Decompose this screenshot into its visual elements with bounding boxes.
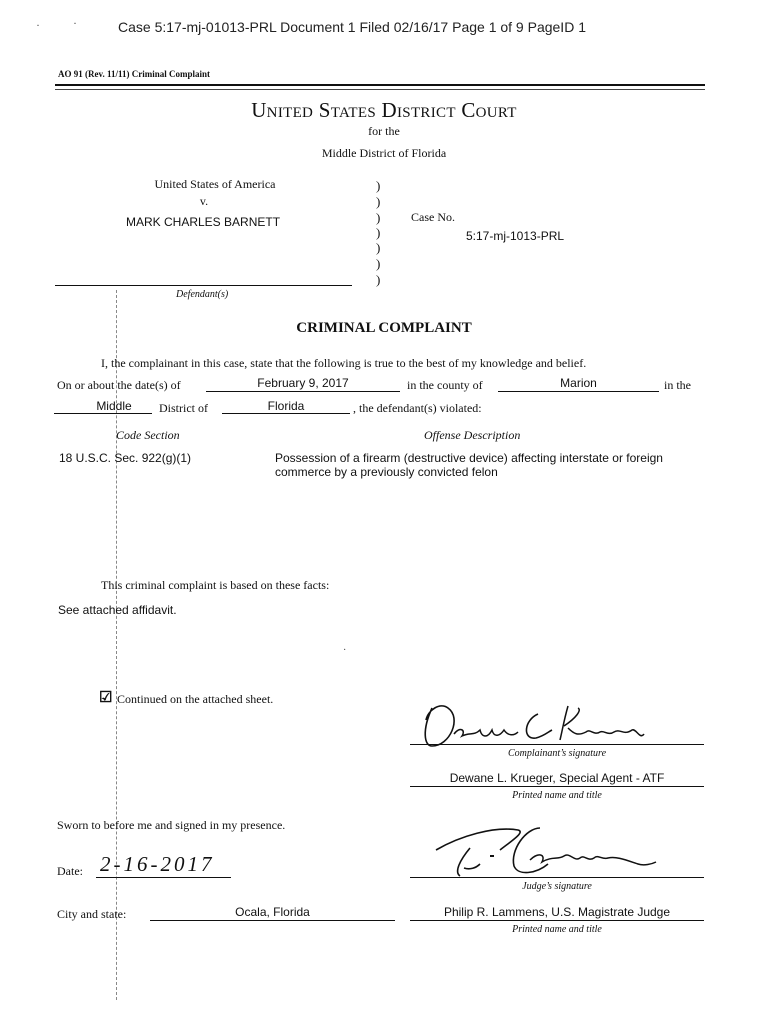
in-the-label: in the bbox=[664, 378, 691, 392]
offense-description-line: commerce by a previously convicted felon bbox=[275, 465, 498, 479]
defendant-line bbox=[55, 285, 352, 286]
on-or-about-label: On or about the date(s) of bbox=[57, 378, 181, 392]
district-line bbox=[54, 413, 152, 414]
state-value: Florida bbox=[267, 399, 305, 413]
judge-signature bbox=[430, 820, 660, 880]
city-state-label: City and state: bbox=[57, 907, 127, 921]
versus: v. bbox=[199, 194, 209, 208]
statement-intro: I, the complainant in this case, state that the following is true to the best of my knowledge and belief. bbox=[101, 356, 587, 370]
complainant-name-line bbox=[410, 786, 704, 787]
judge-printed-caption: Printed name and title bbox=[512, 924, 602, 935]
date-signature-line bbox=[96, 877, 231, 878]
state-line bbox=[222, 413, 350, 414]
scan-speck: · bbox=[73, 16, 77, 30]
caption-paren: ) bbox=[376, 210, 381, 225]
caption-paren: ) bbox=[376, 256, 381, 271]
filing-stamp: Case 5:17-mj-01013-PRL Document 1 Filed 02/16/17 Page 1 of 9 PageID 1 bbox=[118, 19, 586, 35]
date-line bbox=[206, 391, 400, 392]
scan-speck: · bbox=[343, 645, 347, 656]
facts-intro: This criminal complaint is based on these facts: bbox=[101, 578, 330, 592]
scan-fold-line bbox=[116, 290, 117, 1000]
scan-speck: · bbox=[36, 18, 40, 32]
case-no: 5:17-mj-1013-PRL bbox=[466, 229, 565, 243]
complainant-signature-caption: Complainant’s signature bbox=[507, 748, 607, 759]
court-district: Middle District of Florida bbox=[321, 146, 447, 160]
city-state-value: Ocala, Florida bbox=[235, 905, 310, 919]
city-state-line bbox=[150, 920, 395, 921]
caption-paren: ) bbox=[376, 178, 381, 193]
complainant-signature bbox=[418, 700, 658, 750]
county-value: Marion bbox=[560, 376, 597, 390]
district-of-label: District of bbox=[159, 401, 208, 415]
continued-checkbox[interactable]: ☑ bbox=[99, 690, 113, 706]
complainant-signature-line bbox=[410, 744, 704, 745]
county-line bbox=[498, 391, 659, 392]
violated-label: , the defendant(s) violated: bbox=[353, 401, 482, 415]
plaintiff-name: United States of America bbox=[154, 177, 276, 191]
facts-text: See attached affidavit. bbox=[58, 603, 177, 617]
code-section: 18 U.S.C. Sec. 922(g)(1) bbox=[59, 451, 192, 465]
signing-date: 2-16-2017 bbox=[100, 852, 215, 876]
form-id: AO 91 (Rev. 11/11) Criminal Complaint bbox=[58, 69, 211, 79]
complainant-printed-caption: Printed name and title bbox=[512, 790, 602, 801]
caption-paren: ) bbox=[376, 272, 381, 287]
offense-date: February 9, 2017 bbox=[257, 376, 349, 390]
judge-signature-line bbox=[410, 877, 704, 878]
defendant-name: MARK CHARLES BARNETT bbox=[126, 215, 281, 229]
code-section-header: Code Section bbox=[116, 428, 180, 442]
judge-printed-name: Philip R. Lammens, U.S. Magistrate Judge bbox=[443, 905, 671, 919]
case-no-label: Case No. bbox=[411, 210, 455, 224]
complaint-title: CRIMINAL COMPLAINT bbox=[296, 320, 472, 336]
complainant-printed-name: Dewane L. Krueger, Special Agent - ATF bbox=[449, 771, 665, 785]
county-label: in the county of bbox=[407, 378, 483, 392]
judge-name-line bbox=[410, 920, 704, 921]
defendant-label: Defendant(s) bbox=[176, 289, 229, 300]
caption-paren: ) bbox=[376, 194, 381, 209]
caption-paren: ) bbox=[376, 240, 381, 255]
court-name: United States District Court bbox=[251, 98, 517, 122]
header-rule bbox=[55, 84, 705, 86]
date-label: Date: bbox=[57, 864, 83, 878]
offense-description-line: Possession of a firearm (destructive device) affecting interstate or foreign bbox=[275, 451, 663, 465]
sworn-statement: Sworn to before me and signed in my presence. bbox=[57, 818, 286, 832]
caption-paren: ) bbox=[376, 225, 381, 240]
district-value: Middle bbox=[96, 399, 132, 413]
offense-description-header: Offense Description bbox=[424, 428, 521, 442]
header-rule bbox=[55, 89, 705, 90]
court-for: for the bbox=[368, 124, 400, 138]
judge-signature-caption: Judge’s signature bbox=[522, 881, 592, 892]
continued-label: Continued on the attached sheet. bbox=[117, 692, 274, 706]
